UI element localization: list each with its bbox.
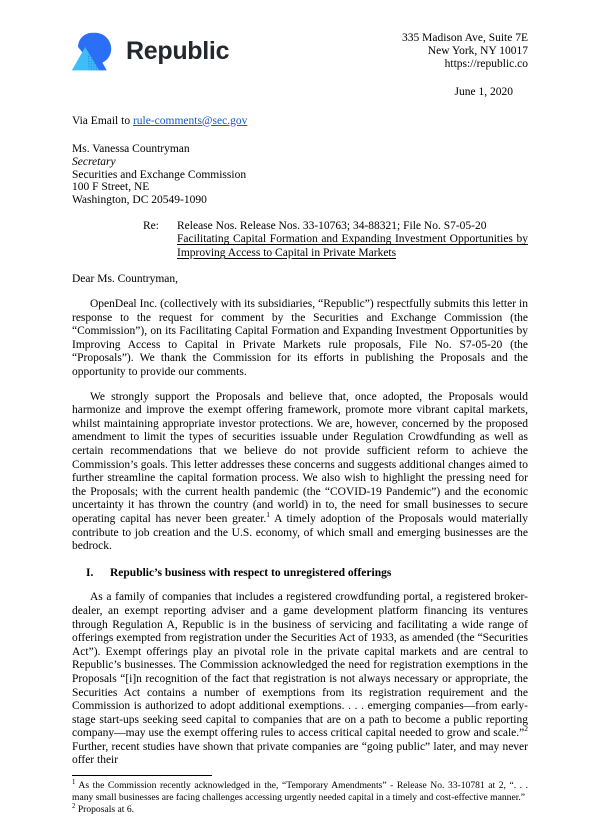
letterhead	[72, 30, 528, 73]
paragraph-3	[72, 591, 528, 768]
via-email-prefix: Via Email to	[72, 114, 133, 127]
letter-date: June 1, 2020	[454, 86, 513, 98]
paragraph-text: A timely adoption of the Proposals would materially contribute to job creation and the U.S. economy, of which small and emerging businesses are the bedrock.	[72, 512, 529, 553]
republic-r-icon	[70, 30, 113, 73]
footnote-ref-1: 1	[266, 510, 271, 520]
re-block	[143, 220, 528, 261]
re-label: Re:	[143, 219, 159, 232]
via-email-line	[72, 115, 528, 129]
recipient-org: Securities and Exchange Commission	[72, 168, 247, 181]
footnote-ref-2: 2	[524, 724, 528, 734]
paragraph-text: As a family of companies that includes a registered crowdfunding portal, a registered broker-dealer, an exempt reporting adviser and a game development platform financing its ventures through Regulation A, Republic is in the business of servicing and facilitating a wide range of offerings exempted from registration under the Securities Act of 1933, as amended (the “Securities Act”). Exempt offerings play an pivotal role in the private capital markets and are central to Republic’s businesses. The Commission acknowledged the need for registration exemptions in the Proposals “[i]n recognition of the fact that registration is not always necessary or appropriate, the Securities Act contains a number of exemptions from its registration requirement and the Commission is authorized to adopt additional exemptions. . . . emerging companies—from early-stage start-ups seeking seed capital to companies that are on a path to become a public reporting company—may use the exempt offering rules to access critical capital needed to grow and scale.”	[72, 591, 528, 740]
logo-wordmark: Republic	[126, 36, 230, 65]
paragraph-text: OpenDeal Inc. (collectively with its subsidiaries, “Republic”) respectfully submits this letter in response to the request for comment by the Securities and Exchange Commission (the “Commission”), on its Facilitating Capital Formation and Expanding Investment Opportunities by Improving Access to Capital in Private Markets rule proposals, File No. S7-05-20 (the “Proposals”). We thank the Commission for its efforts in publishing the Proposals and the opportunity to provide our comments.	[72, 298, 528, 379]
recipient-city: Washington, DC 20549-1090	[72, 194, 207, 206]
re-text	[177, 220, 528, 261]
section-heading	[72, 567, 528, 581]
footnote-marker: 2	[72, 802, 76, 810]
recipient-street: 100 F Street, NE	[72, 181, 150, 194]
footnote-marker: 1	[72, 778, 76, 786]
re-release-numbers: Release Nos. Release Nos. 33-10763; 34-88321; File No. S7-05-20	[177, 219, 487, 232]
footnote-2	[72, 804, 528, 816]
paragraph-2	[72, 391, 528, 554]
republic-logo	[70, 30, 229, 73]
salutation: Dear Ms. Countryman,	[72, 273, 179, 286]
sender-website: https://republic.co	[444, 58, 528, 71]
paragraph-text: We strongly support the Proposals and believe that, once adopted, the Proposals would harmonize and improve the exempt offering framework, promote more vibrant capital markets, whilst maintaining appropriate investor protections. We are, however, concerned by the proposed amendment to limit the types of securities issuable under Regulation Crowdfunding as well as certain recommendations that we believe do not provide sufficient reform to achieve the Commission’s goals. This letter addresses these concerns and suggests additional changes aimed to further streamline the capital formation process. We also wish to highlight the pressing need for the Proposals; with the current health pandemic (the “COVID-19 Pandemic”) and the economic uncertainty it has thrown the country (and world) in to, the need for small businesses to secure operating capital has never been greater.	[72, 390, 528, 525]
section-number: I.	[86, 566, 94, 579]
paragraph-text: Further, recent studies have shown that private companies are “going public” later, and may never offer their	[72, 740, 528, 767]
recipient-title: Secretary	[72, 155, 116, 168]
footnote-1	[72, 780, 528, 804]
recipient-name: Ms. Vanessa Countryman	[72, 143, 190, 156]
sender-address-line: 335 Madison Ave, Suite 7E	[402, 32, 528, 44]
recipient-address-block	[72, 143, 528, 207]
footnote-text: As the Commission recently acknowledged in the, “Temporary Amendments” - Release No. 33-10781 at 2, “. . . many small businesses are facing challenges accessing urgently needed capital in a timely and cost-effective manner.”	[72, 780, 528, 803]
sender-address-block	[402, 30, 528, 72]
footnote-text: Proposals at 6.	[77, 803, 135, 815]
sender-address-line: New York, NY 10017	[427, 45, 528, 58]
footnote-separator	[72, 775, 212, 776]
re-subject: Facilitating Capital Formation and Expanding Investment Opportunities by Improving Access to Capital in Private Markets	[177, 233, 528, 259]
footnotes-section	[72, 775, 528, 816]
rule-comments-email-link[interactable]: rule-comments@sec.gov	[132, 114, 248, 127]
paragraph-1	[72, 298, 528, 380]
section-title: Republic’s business with respect to unregistered offerings	[110, 566, 392, 579]
